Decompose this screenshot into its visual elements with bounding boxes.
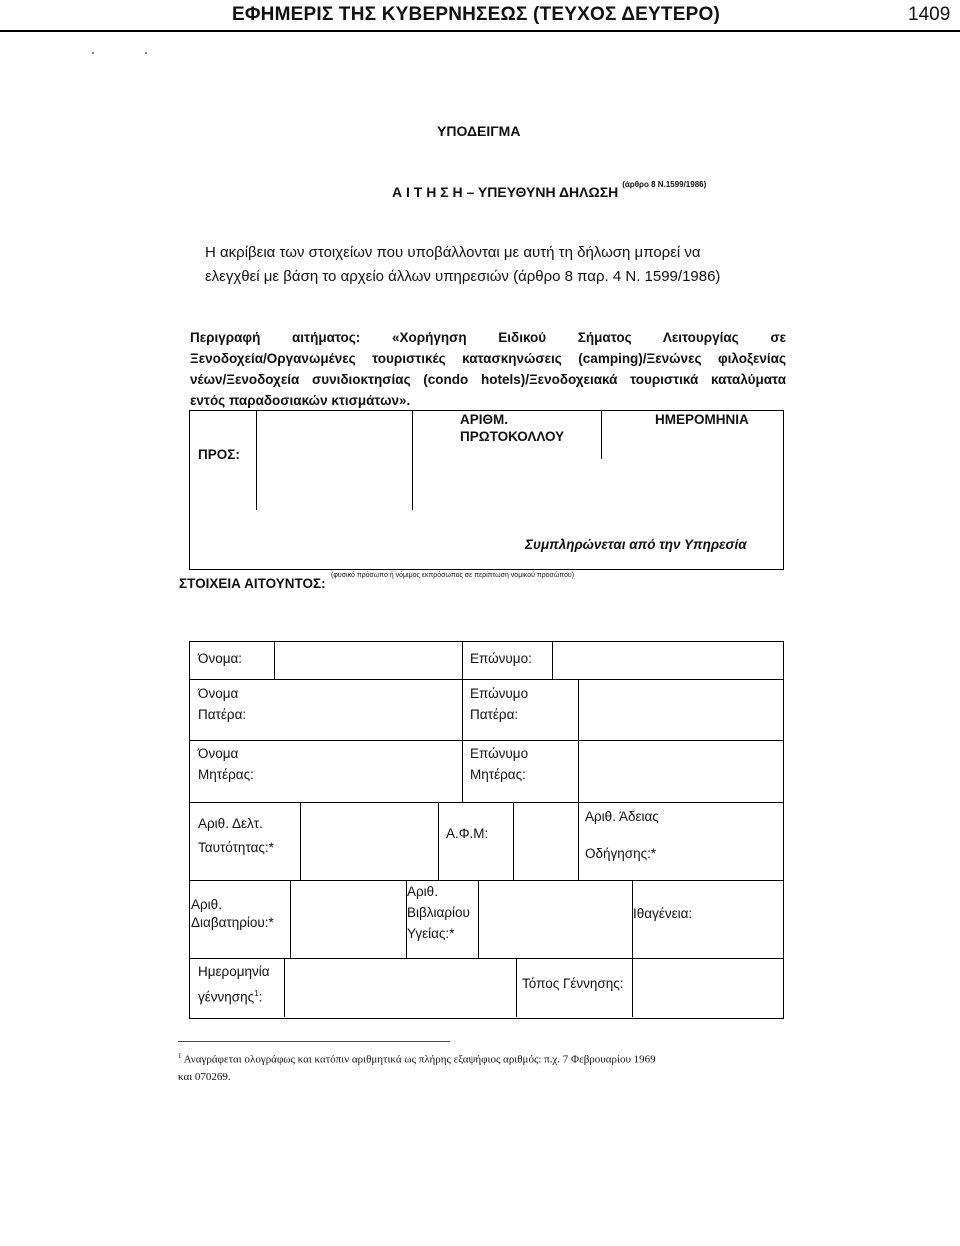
- birthdate-word: γέννησης: [198, 989, 255, 1005]
- passport-line-1: Αριθ.: [191, 897, 222, 912]
- protocol-date-divider: [601, 411, 602, 459]
- application-title-note: (άρθρο 8 Ν.1599/1986): [622, 180, 707, 189]
- license-label-line-2: Οδήγησης:*: [585, 846, 657, 861]
- col-divider: [300, 803, 301, 880]
- description-line-2: Ξενοδοχεία/Οργανωμένες τουριστικές κατασκηνώσεις (camping)/Ξενώνες φιλοξενίας: [190, 351, 786, 366]
- id-card-line-2: Ταυτότητας:*: [198, 840, 274, 855]
- father-surname-label: [470, 683, 528, 725]
- passport-label: [191, 896, 274, 932]
- applicant-heading: ΣΤΟΙΧΕΙΑ ΑΙΤΟΥΝΤΟΣ:: [179, 576, 326, 591]
- col-divider: [513, 803, 514, 880]
- col-divider: [552, 642, 553, 679]
- passport-line-2: Διαβατηρίου:*: [191, 915, 274, 930]
- health-book-label: [407, 881, 470, 944]
- col-divider: [578, 803, 579, 880]
- scan-speck: [92, 52, 94, 54]
- row-divider: [190, 740, 783, 741]
- footnote-line-2: και 070269.: [178, 1070, 231, 1083]
- row-divider: [190, 880, 783, 881]
- footnote-line-1-text: Αναγράφεται ολογράφως και κατόπιν αριθμητικά ως πλήρης εξαψήφιος αριθμός: π.χ. 7 Φεβρουαρίου 1969: [183, 1053, 656, 1066]
- birthdate-line-1: Ημερομηνία: [198, 964, 270, 979]
- father-name-label: [198, 683, 246, 725]
- father-name-line-2: Πατέρα:: [198, 707, 247, 722]
- date-label: ΗΜΕΡΟΜΗΝΙΑ: [655, 412, 749, 427]
- service-note: Συμπληρώνεται από την Υπηρεσία: [525, 537, 747, 552]
- footnote-marker: 1: [178, 1052, 182, 1060]
- name-label: Όνομα:: [198, 651, 243, 666]
- mother-name-label: [198, 743, 254, 785]
- father-name-line-1: Όνομα: [198, 686, 239, 701]
- health-book-line-1: Αριθ.: [407, 884, 438, 899]
- birthdate-line-2: [198, 983, 270, 1009]
- birthplace-label: Τόπος Γέννησης:: [522, 976, 624, 991]
- surname-label: Επώνυμο:: [470, 651, 532, 666]
- mother-surname-label: [470, 743, 528, 785]
- nationality-label: Ιθαγένεια:: [633, 906, 693, 921]
- father-surname-line-1: Επώνυμο: [470, 686, 529, 701]
- col-divider: [284, 959, 285, 1017]
- applicant-note: (φυσικό πρόσωπο ή νόμιμος εκπρόσωπος σε περίπτωση νομικού προσώπου): [331, 572, 575, 579]
- col-divider: [478, 881, 479, 958]
- request-description: [190, 327, 786, 411]
- protocol-label-line-2: ΠΡΩΤΟΚΟΛΛΟΥ: [460, 429, 565, 444]
- col-divider: [438, 803, 439, 880]
- row-divider: [190, 958, 783, 959]
- application-title-text: Α Ι Τ Η Σ Η – ΥΠΕΥΘΥΝΗ ΔΗΛΩΣΗ: [392, 184, 619, 200]
- page-number: 1409: [908, 4, 951, 25]
- header-rule: [0, 30, 960, 32]
- protocol-label-line-1: ΑΡΙΘΜ.: [460, 412, 509, 427]
- recipient-divider: [412, 411, 413, 510]
- id-card-line-1: Αριθ. Δελτ.: [198, 816, 263, 831]
- birthdate-colon: :: [258, 989, 263, 1005]
- father-surname-line-2: Πατέρα:: [470, 707, 519, 722]
- health-book-line-3: Υγείας:*: [407, 926, 455, 941]
- mother-name-line-1: Όνομα: [198, 746, 239, 761]
- intro-line-1: Η ακρίβεια των στοιχείων που υποβάλλονται με αυτή τη δήλωση μπορεί να: [205, 244, 701, 261]
- recipient-divider: [256, 411, 257, 510]
- protocol-label: [460, 411, 564, 445]
- application-title: [392, 180, 706, 200]
- id-card-label: [198, 812, 274, 860]
- col-divider: [516, 959, 517, 1017]
- scan-speck: [145, 52, 147, 54]
- afm-label: Α.Φ.Μ:: [446, 826, 489, 841]
- row-divider: [190, 802, 783, 803]
- col-divider: [578, 680, 579, 802]
- license-label-line-1: Αριθ. Άδειας: [585, 809, 659, 824]
- mother-surname-line-2: Μητέρας:: [470, 767, 526, 782]
- mother-surname-line-1: Επώνυμο: [470, 746, 529, 761]
- col-divider: [462, 642, 463, 802]
- gazette-title: ΕΦΗΜΕΡΙΣ ΤΗΣ ΚΥΒΕΡΝΗΣΕΩΣ (ΤΕΥΧΟΣ ΔΕΥΤΕΡΟ): [232, 4, 720, 25]
- sample-label: ΥΠΟΔΕΙΓΜΑ: [437, 123, 521, 139]
- health-book-line-2: Βιβλιαρίου: [407, 905, 470, 920]
- birthdate-label: [198, 961, 270, 1009]
- intro-line-2: ελεγχθεί με βάση το αρχείο άλλων υπηρεσιών (άρθρο 8 παρ. 4 Ν. 1599/1986): [205, 268, 721, 285]
- description-line-1: Περιγραφή αιτήματος: «Χορήγηση Ειδικού Σήματος Λειτουργίας σε: [190, 330, 786, 345]
- description-line-4: εντός παραδοσιακών κτισμάτων».: [190, 393, 411, 408]
- footnote-line-1: [178, 1048, 782, 1069]
- footnote: [178, 1048, 782, 1086]
- description-line-3: νέων/Ξενοδοχεία συνιδιοκτησίας (condo hotels)/Ξενοδοχειακά τουριστικά καταλύματα: [190, 372, 786, 387]
- row-divider: [190, 679, 783, 680]
- to-label: ΠΡΟΣ:: [198, 447, 240, 462]
- footnote-rule: [178, 1041, 450, 1042]
- col-divider: [290, 881, 291, 958]
- col-divider: [632, 959, 633, 1017]
- birthdate-footnote-ref: 1: [254, 989, 259, 998]
- intro-text: [205, 241, 720, 289]
- mother-name-line-2: Μητέρας:: [198, 767, 254, 782]
- col-divider: [274, 642, 275, 679]
